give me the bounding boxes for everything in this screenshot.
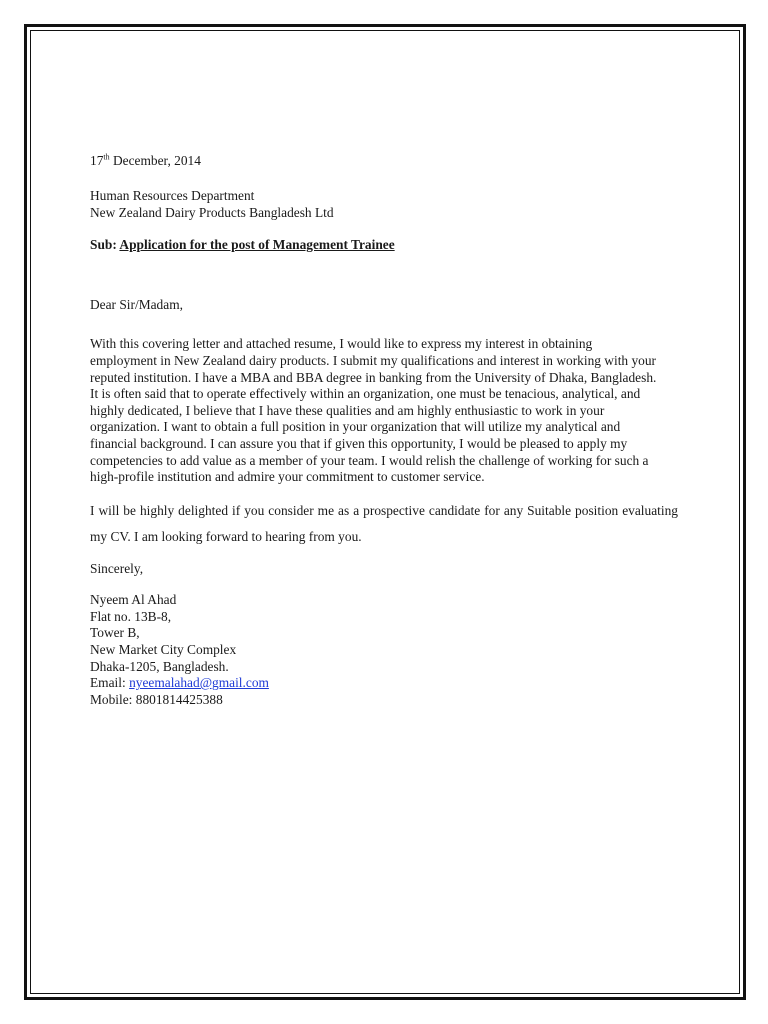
signature-city: Dhaka-1205, Bangladesh.: [90, 658, 229, 674]
body-paragraph-2: I will be highly delighted if you consider me as a prospective candidate for any Suitable position evaluating my CV. I am looking forward to hearing from you.: [90, 502, 678, 544]
recipient-company: New Zealand Dairy Products Bangladesh Ltd: [90, 205, 334, 220]
salutation: Dear Sir/Madam,: [90, 297, 183, 312]
recipient-department: Human Resources Department: [90, 188, 255, 204]
body-line: competencies to add value as a member of your team. I would relish the challenge of working for such a: [90, 452, 649, 468]
body-line: reputed institution. I have a MBA and BBA degree in banking from the University of Dhaka, Bangladesh.: [90, 369, 657, 385]
body-line: organization. I want to obtain a full position in your organization that will utilize my analytical and: [90, 419, 621, 435]
signature-name: Nyeem Al Ahad: [90, 592, 177, 608]
date-rest: December, 2014: [109, 153, 201, 168]
body-line: financial background. I can assure you that if given this opportunity, I would be pleased to apply my: [90, 435, 628, 451]
subject-line: [90, 236, 678, 254]
signature-block: [90, 592, 678, 708]
signature-tower: Tower B,: [90, 625, 140, 641]
body-line: With this covering letter and attached resume, I would like to express my interest in obtaining: [90, 336, 593, 352]
body-line: highly dedicated, I believe that I have these qualities and am highly enthusiastic to work in your: [90, 402, 605, 418]
closing: Sincerely,: [90, 560, 144, 576]
email-label: Email:: [90, 675, 130, 691]
body-line: high-profile institution and admire your commitment to customer service.: [90, 469, 485, 485]
signature-complex: New Market City Complex: [90, 641, 237, 657]
date-day: 17: [90, 153, 104, 168]
body-paragraph-1: [90, 336, 678, 485]
body-line: It is often said that to operate effectively within an organization, one must be tenacious, analytical, and: [90, 386, 641, 402]
subject-text: Application for the post of Management Trainee: [119, 236, 395, 252]
subject-prefix: Sub:: [90, 236, 120, 252]
cover-letter: [90, 152, 678, 708]
signature-mobile: Mobile: 8801814425388: [90, 691, 223, 707]
email-link[interactable]: nyeemalahad@gmail.com: [129, 675, 269, 691]
date-suffix: th: [103, 152, 110, 162]
letter-date: [90, 152, 678, 170]
body-line: employment in New Zealand dairy products. I submit my qualifications and interest in working with your: [90, 353, 657, 368]
signature-email-line: [90, 675, 678, 692]
recipient-block: [90, 188, 678, 221]
signature-flat: Flat no. 13B-8,: [90, 608, 172, 624]
